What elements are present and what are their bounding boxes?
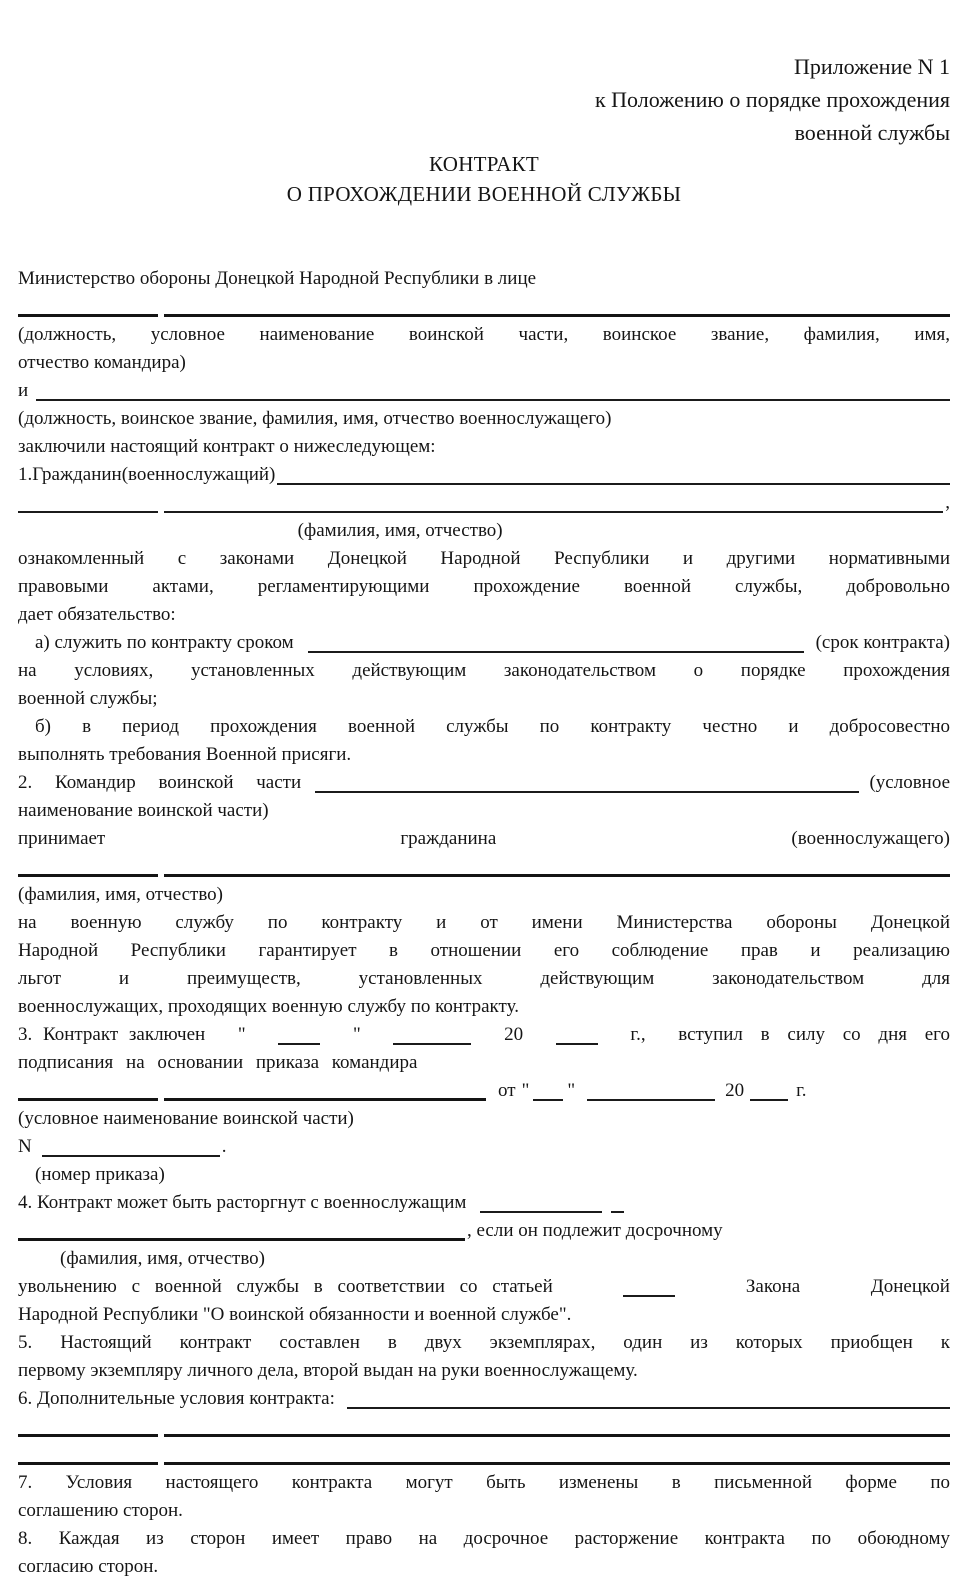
blank-field: [164, 491, 943, 513]
clause4-text-4: Закона: [745, 1276, 801, 1297]
blank-field-unit: [315, 771, 859, 793]
clause1-text-1: ознакомленный с законами Донецкой Народной Республики и другими нормативными: [18, 548, 950, 569]
clause7-line-1: 7. Условия настоящего контракта могут быть изменены в письменной форме по: [18, 1472, 950, 1493]
clause2-accepts-line: [18, 825, 950, 853]
clause4-text-2: , если он подлежит досрочному: [467, 1220, 723, 1241]
fill-line-commander: [18, 293, 950, 321]
concluded-line: заключили настоящий контракт о нижеследующем:: [18, 436, 436, 457]
clause2-label: 2. Командир воинской части: [18, 772, 302, 793]
clause2-commander-line: [18, 769, 950, 797]
clause8-line-1: 8. Каждая из сторон имеет право на досрочное расторжение контракта по обоюдному: [18, 1528, 950, 1549]
blank-field: [36, 379, 950, 401]
clause6-label: 6. Дополнительные условия контракта:: [18, 1388, 335, 1409]
clause7-line-2: соглашению сторон.: [18, 1500, 183, 1521]
blank-field: [164, 294, 950, 317]
item-a-text-3: военной службы;: [18, 688, 158, 709]
blank-field: [18, 854, 158, 877]
clause4-line-2: [18, 1217, 950, 1245]
document-title-block: [18, 149, 950, 209]
clause4-text-1: 4. Контракт может быть расторгнут с военнослужащим: [18, 1192, 467, 1213]
fill-line-serviceman: [18, 377, 950, 405]
blank-field: [18, 491, 158, 513]
clause4-line-1: [18, 1189, 950, 1217]
blank-field-article: [623, 1275, 675, 1297]
fill-line-conditions-2: [18, 1441, 950, 1469]
document-title: КОНТРАКТ: [428, 152, 540, 176]
clause4-text-5: Донецкой: [870, 1276, 950, 1297]
order-n-label: N: [18, 1136, 32, 1157]
item-b-text-2: выполнять требования Военной присяги.: [18, 744, 352, 765]
clause4-line-4: Народной Республики "О воинской обязанности и военной службе".: [18, 1304, 572, 1325]
blank-field-fio: [18, 1218, 465, 1241]
clause2-text-3: льгот и преимуществ, установленных действующим законодательством для: [18, 968, 950, 989]
from-word: от: [498, 1080, 516, 1101]
clause4-line-3: [18, 1273, 950, 1301]
contract-body: [18, 265, 950, 1581]
year-suffix: г.,: [630, 1024, 646, 1045]
year-prefix: 20: [725, 1080, 745, 1101]
blank-field-month: [393, 1023, 471, 1045]
clause3-text-1: 3. Контракт заключен: [18, 1024, 206, 1045]
blank-field: [18, 1442, 158, 1465]
document-subtitle: О ПРОХОЖДЕНИИ ВОЕННОЙ СЛУЖБЫ: [286, 182, 682, 206]
trailing-comma: ,: [945, 492, 950, 513]
blank-field-unit: [164, 1078, 486, 1101]
item-a-line: [18, 629, 950, 657]
conjunction-and: и: [18, 380, 29, 401]
blank-field: [277, 463, 950, 485]
clause1-label: 1.Гражданин(военнослужащий): [18, 464, 276, 485]
blank-field: [164, 854, 950, 877]
caption-fio-centered: (фамилия, имя, отчество): [297, 520, 503, 541]
blank-field: [18, 1078, 158, 1101]
caption-serviceman: (должность, воинское звание, фамилия, имя, отчество военнослужащего): [18, 408, 612, 429]
intro-line: Министерство обороны Донецкой Народной Республики в лице: [18, 268, 537, 289]
blank-field: [611, 1191, 624, 1213]
appendix-header: [18, 50, 950, 149]
caption-unit-name: (условное наименование воинской части): [18, 1108, 354, 1129]
clause2-text-2: Народной Республики гарантирует в отношении его соблюдение прав и реализацию: [18, 940, 950, 961]
clause5-line-1: 5. Настоящий контракт составлен в двух экземплярах, один из которых приобщен к: [18, 1332, 950, 1353]
blank-field: [164, 1442, 950, 1465]
blank-field-day: [533, 1079, 563, 1101]
item-a-label: а) служить по контракту сроком: [35, 632, 294, 653]
order-number-line: [18, 1133, 950, 1161]
item-a-text-2: на условиях, установленных действующим законодательством о порядке прохождения: [18, 660, 950, 681]
year-suffix: г.: [796, 1080, 807, 1101]
clause3-text-2: вступил в силу со дня его: [678, 1024, 950, 1045]
clause2-text-4: военнослужащих, проходящих военную службу по контракту.: [18, 996, 519, 1017]
serviceman-word: (военнослужащего): [791, 828, 950, 849]
blank-field: [480, 1191, 602, 1213]
quote-mark: ": [567, 1080, 576, 1101]
blank-field: [18, 1414, 158, 1437]
caption-commander-2: отчество командира): [18, 352, 186, 373]
blank-field-year: [750, 1079, 788, 1101]
blank-field-conditions: [347, 1387, 950, 1409]
caption-commander-1: (должность, условное наименование воинской части, воинское звание, фамилия, имя,: [18, 324, 950, 345]
clause3-text-3: подписания на основании приказа командира: [18, 1052, 418, 1073]
period-mark: .: [221, 1136, 227, 1157]
citizen-word: гражданина: [400, 828, 497, 849]
caption-fio-clause4: (фамилия, имя, отчество): [60, 1248, 266, 1269]
item-b-text-1: б) в период прохождения военной службы по контракту честно и добросовестно: [35, 716, 950, 737]
caption-term: (срок контракта): [815, 632, 950, 653]
clause5-line-2: первому экземпляру личного дела, второй выдан на руки военнослужащему.: [18, 1360, 638, 1381]
clause8-line-2: согласию сторон.: [18, 1556, 159, 1577]
blank-field-day: [278, 1023, 320, 1045]
clause1-text-3: дает обязательство:: [18, 604, 176, 625]
appendix-line-2: к Положению о порядке прохождения: [594, 87, 950, 112]
appendix-line-3: военной службы: [794, 120, 950, 145]
caption-unit-part: (условное: [869, 772, 950, 793]
blank-field-order-number: [42, 1135, 220, 1157]
clause4-text-3: увольнению с военной службы в соответствии со статьей: [18, 1276, 553, 1297]
caption-unit-2: наименование воинской части): [18, 800, 269, 821]
quote-mark: ": [237, 1024, 246, 1045]
appendix-line-1: Приложение N 1: [794, 54, 950, 79]
clause3-order-date-line: [18, 1077, 950, 1105]
accepts-word: принимает: [18, 828, 106, 849]
fill-line-conditions-1: [18, 1413, 950, 1441]
clause1-text-2: правовыми актами, регламентирующими прохождение военной службы, добровольно: [18, 576, 950, 597]
quote-mark: ": [521, 1080, 530, 1101]
clause3-date-line: [18, 1021, 950, 1049]
blank-field-term: [308, 631, 804, 653]
fill-line-fio: [18, 853, 950, 881]
blank-field: [164, 1414, 950, 1437]
blank-field-month: [587, 1079, 715, 1101]
clause1-citizen-line: [18, 461, 950, 489]
quote-mark: ": [352, 1024, 361, 1045]
blank-field: [18, 294, 158, 317]
fill-line-citizen-2: [18, 489, 950, 517]
year-prefix: 20: [504, 1024, 524, 1045]
caption-fio-left: (фамилия, имя, отчество): [18, 884, 224, 905]
blank-field-year: [556, 1023, 598, 1045]
clause2-text-1: на военную службу по контракту и от имени Министерства обороны Донецкой: [18, 912, 950, 933]
clause6-line: [18, 1385, 950, 1413]
caption-order-number: (номер приказа): [35, 1164, 165, 1185]
